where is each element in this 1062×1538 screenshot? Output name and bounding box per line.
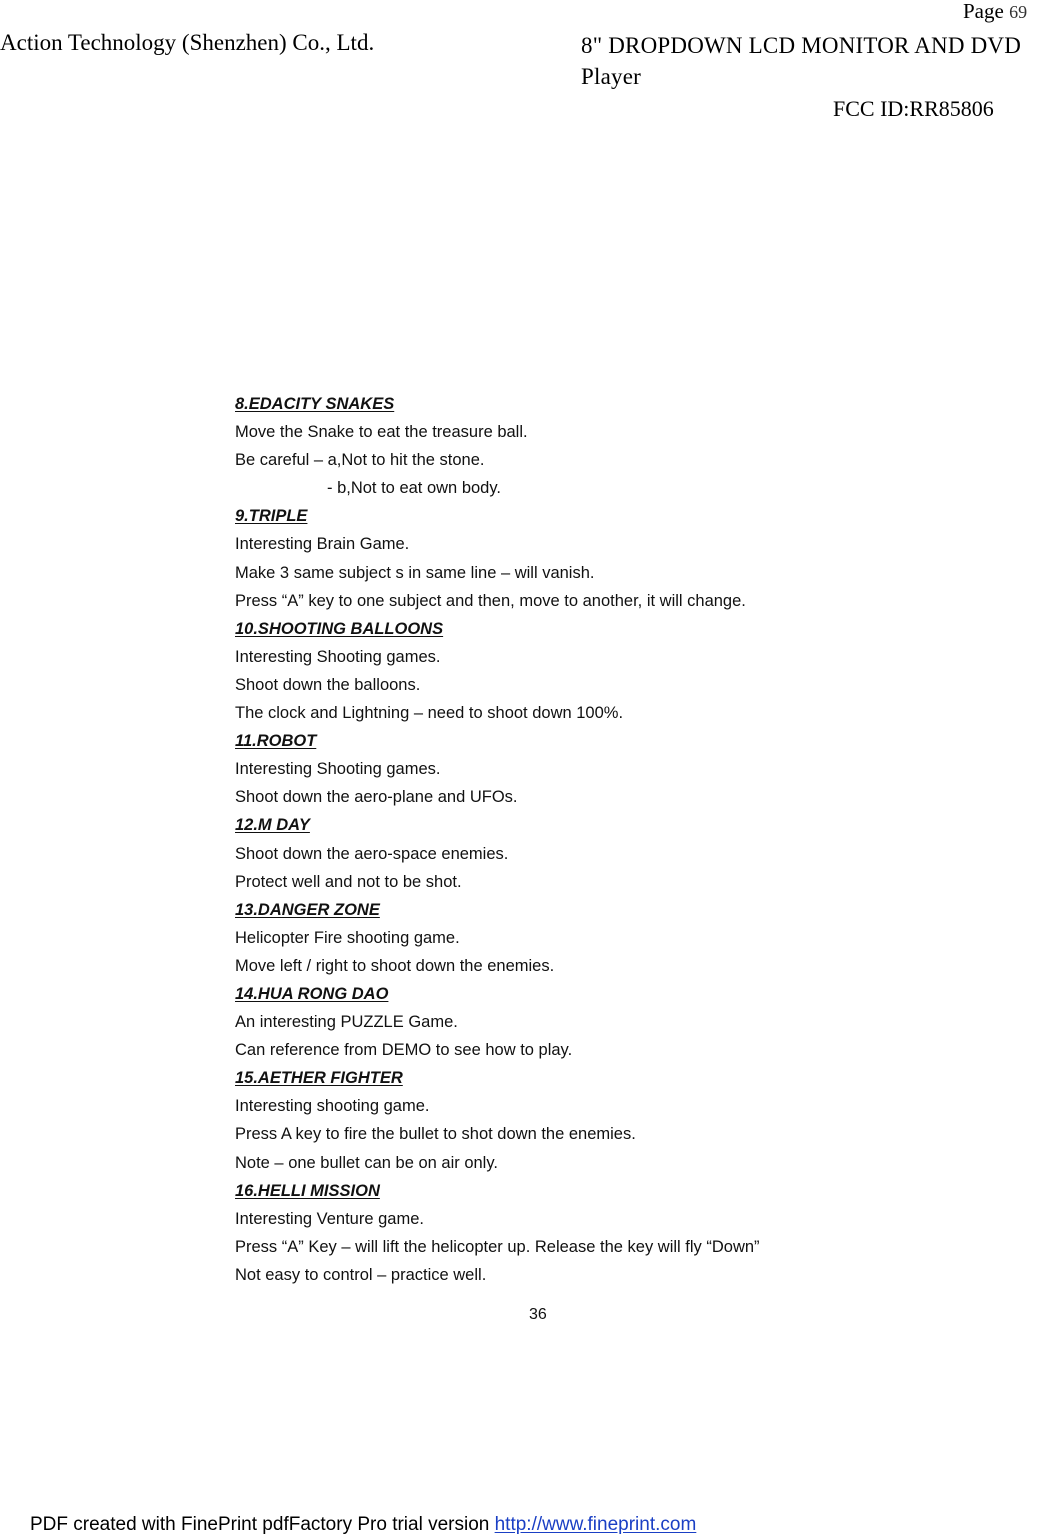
page-label (963, 0, 1027, 23)
page-number-header: 69 (1009, 2, 1028, 22)
document-title: 8" DROPDOWN LCD MONITOR AND DVD Player (581, 33, 1022, 89)
body-line: Interesting Venture game. (235, 1209, 424, 1228)
section-heading: 16.HELLI MISSION (235, 1181, 380, 1200)
body-line: Shoot down the balloons. (235, 675, 421, 694)
body-line: Press A key to fire the bullet to shot down the enemies. (235, 1125, 636, 1144)
body-line: Make 3 same subject s in same line – will vanish. (235, 563, 595, 582)
footer-text: PDF created with FinePrint pdfFactory Pro trial version (30, 1514, 495, 1535)
section-heading: 13.DANGER ZONE (235, 900, 380, 919)
manual-page-number: 36 (529, 1306, 547, 1323)
body-line: Shoot down the aero-space enemies. (235, 844, 509, 863)
body-line: Be careful – a,Not to hit the stone. (235, 451, 485, 470)
section-heading: 9.TRIPLE (235, 507, 308, 526)
body-line: Press “A” key to one subject and then, move to another, it will change. (235, 591, 746, 610)
section-heading: 12.M DAY (235, 816, 310, 835)
body-line: - b,Not to eat own body. (327, 479, 501, 498)
body-line: An interesting PUZZLE Game. (235, 1013, 458, 1032)
manual-page (235, 390, 875, 1289)
body-line: Shoot down the aero-plane and UFOs. (235, 788, 518, 807)
body-line: The clock and Lightning – need to shoot down 100%. (235, 704, 624, 723)
body-line: Interesting Brain Game. (235, 535, 410, 554)
body-line: Interesting shooting game. (235, 1097, 430, 1116)
pdf-footer (30, 1512, 696, 1538)
body-line: Can reference from DEMO to see how to play. (235, 1041, 573, 1060)
page-word: Page (963, 0, 1004, 23)
body-line: Interesting Shooting games. (235, 647, 441, 666)
body-line: Protect well and not to be shot. (235, 872, 462, 891)
body-line: Press “A” Key – will lift the helicopter up. Release the key will fly “Down” (235, 1237, 760, 1256)
body-line: Not easy to control – practice well. (235, 1265, 487, 1284)
body-line: Note – one bullet can be on air only. (235, 1153, 498, 1172)
section-heading: 14.HUA RONG DAO (235, 984, 389, 1003)
section-heading: 11.ROBOT (235, 732, 317, 751)
company-name: Action Technology (Shenzhen) Co., Ltd. (0, 30, 375, 55)
body-line: Move left / right to shoot down the enemies. (235, 956, 555, 975)
fcc-id: FCC ID:RR85806 (833, 96, 994, 121)
body-line: Move the Snake to eat the treasure ball. (235, 423, 528, 442)
section-heading: 10.SHOOTING BALLOONS (235, 619, 444, 638)
body-line: Interesting Shooting games. (235, 760, 441, 779)
section-heading: 15.AETHER FIGHTER (235, 1069, 403, 1088)
body-line: Helicopter Fire shooting game. (235, 928, 460, 947)
section-heading: 8.EDACITY SNAKES (235, 395, 395, 413)
fineprint-link[interactable]: http://www.fineprint.com (494, 1514, 697, 1535)
